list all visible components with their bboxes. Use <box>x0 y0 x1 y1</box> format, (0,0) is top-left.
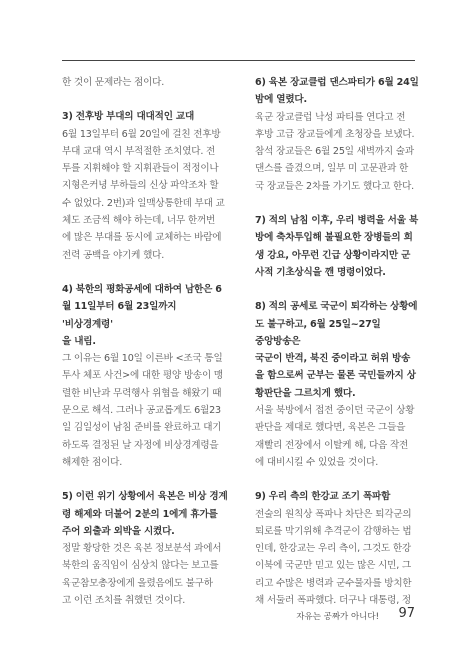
section-heading: 9) 우리 측의 한강교 조기 폭파함 <box>255 491 391 503</box>
body-paragraph: 6월 13일부터 6월 20일에 걸친 전후방 부대 교대 역시 부적절한 조치였다. 전 투를 지휘해야 할 지휘관들이 적정이나 지형은커녕 부하들의 신상 파악조차 할 수 없었다. 2번)과 일맥상통한데 부대 교 체도 조금씩 해야 하는데, 너무 한꺼번 에 많은 부대를 동시에 교체하는 바람에 전력 공백을 야기케 했다. <box>62 128 225 261</box>
section-heading: 3) 전후방 부대의 대대적인 교대 <box>62 111 195 123</box>
paragraph-spacer <box>255 471 422 488</box>
body-paragraph: 서울 북방에서 접전 중이던 국군이 상황 판단을 제대로 했다면, 육본은 그들을 재빨리 전장에서 이탈케 해, 다음 작전 에 대비시킬 수 있었을 것이다. <box>255 405 415 468</box>
left-column <box>62 74 229 609</box>
section-heading: 7) 적의 남침 이후, 우리 병력을 서울 북 방에 축차투입해 불필요한 장병들의 희 생 강요, 아무런 긴급 상황이라지만 군 사적 기초상식을 깬 명령이었다. <box>255 215 419 278</box>
body-paragraph: 정말 황당한 것은 육본 정보분석 과에서 북한의 움직임이 심상치 않다는 보고를 육군참모총장에게 올렸음에도 불구하 고 이런 조치를 취했던 것이다. <box>62 543 222 607</box>
page-number: 97 <box>398 606 415 621</box>
section-heading: 4) 북한의 평화공세에 대하여 남한은 6 월 11일부터 6월 23일까지 '비상경계령' 을 내림. <box>62 283 222 347</box>
page-footer <box>62 606 415 626</box>
body-paragraph: 전술의 원칙상 폭파나 차단은 퇴각군의 퇴로를 막기위해 추격군이 감행하는 법 인데, 한강교는 우리 측이, 그것도 한강 이북에 국군만 믿고 있는 많은 시민, 그 리고 수많은 병력과 군수물자를 방치한 채 서둘러 폭파했다. 더구나 대통령, 정 <box>255 508 412 607</box>
section-heading: 5) 이런 위기 상황에서 육본은 비상 경계 령 해제와 더불어 2분의 1에게 휴가를 주어 외출과 외박을 시켰다. <box>62 491 228 537</box>
body-paragraph: 한 것이 문제라는 점이다. <box>62 77 165 88</box>
footer-book-title: 자유는 공짜가 아니다! <box>296 612 379 622</box>
body-paragraph: 육군 장교클럽 낙성 파티를 연다고 전 후방 고급 장교들에게 초청장을 보냈다. 참석 장교들은 6월 25일 새벽까지 술과 댄스를 즐겼으며, 일부 미 고문관과 한 국 장교들은 2차를 가기도 했다고 한다. <box>255 111 415 192</box>
paragraph-spacer <box>62 264 229 281</box>
body-paragraph: 그 이유는 6월 10일 이른바 <조국 통일 투사 체포 사건>에 대한 평양 방송이 맹 렬한 비난과 무력행사 위협을 해왔기 때 문으로 해석. 그러나 공교롭게도 6월23 일 김일성이 남침 준비를 완료하고 대기 하도록 결정된 날 자정에 비상경계령을 해제한 점이다. <box>62 353 223 468</box>
paragraph-spacer <box>62 471 229 488</box>
right-column <box>255 74 422 609</box>
paragraph-spacer <box>255 195 422 212</box>
paragraph-spacer <box>255 281 422 298</box>
section-heading: 8) 적의 공세로 국군이 퇴각하는 상황에 도 불구하고, 6월 25일~27일 중앙방송은 국군이 반격, 북진 중이라고 허위 방송 을 함으로써 군부는 물론 국민들까지 상 황판단을 그르치게 했다. <box>255 301 418 399</box>
section-heading: 6) 육본 장교클럽 댄스파티가 6월 24일 밤에 열렸다. <box>255 77 419 106</box>
paragraph-spacer <box>62 91 229 108</box>
top-rule <box>62 60 415 61</box>
